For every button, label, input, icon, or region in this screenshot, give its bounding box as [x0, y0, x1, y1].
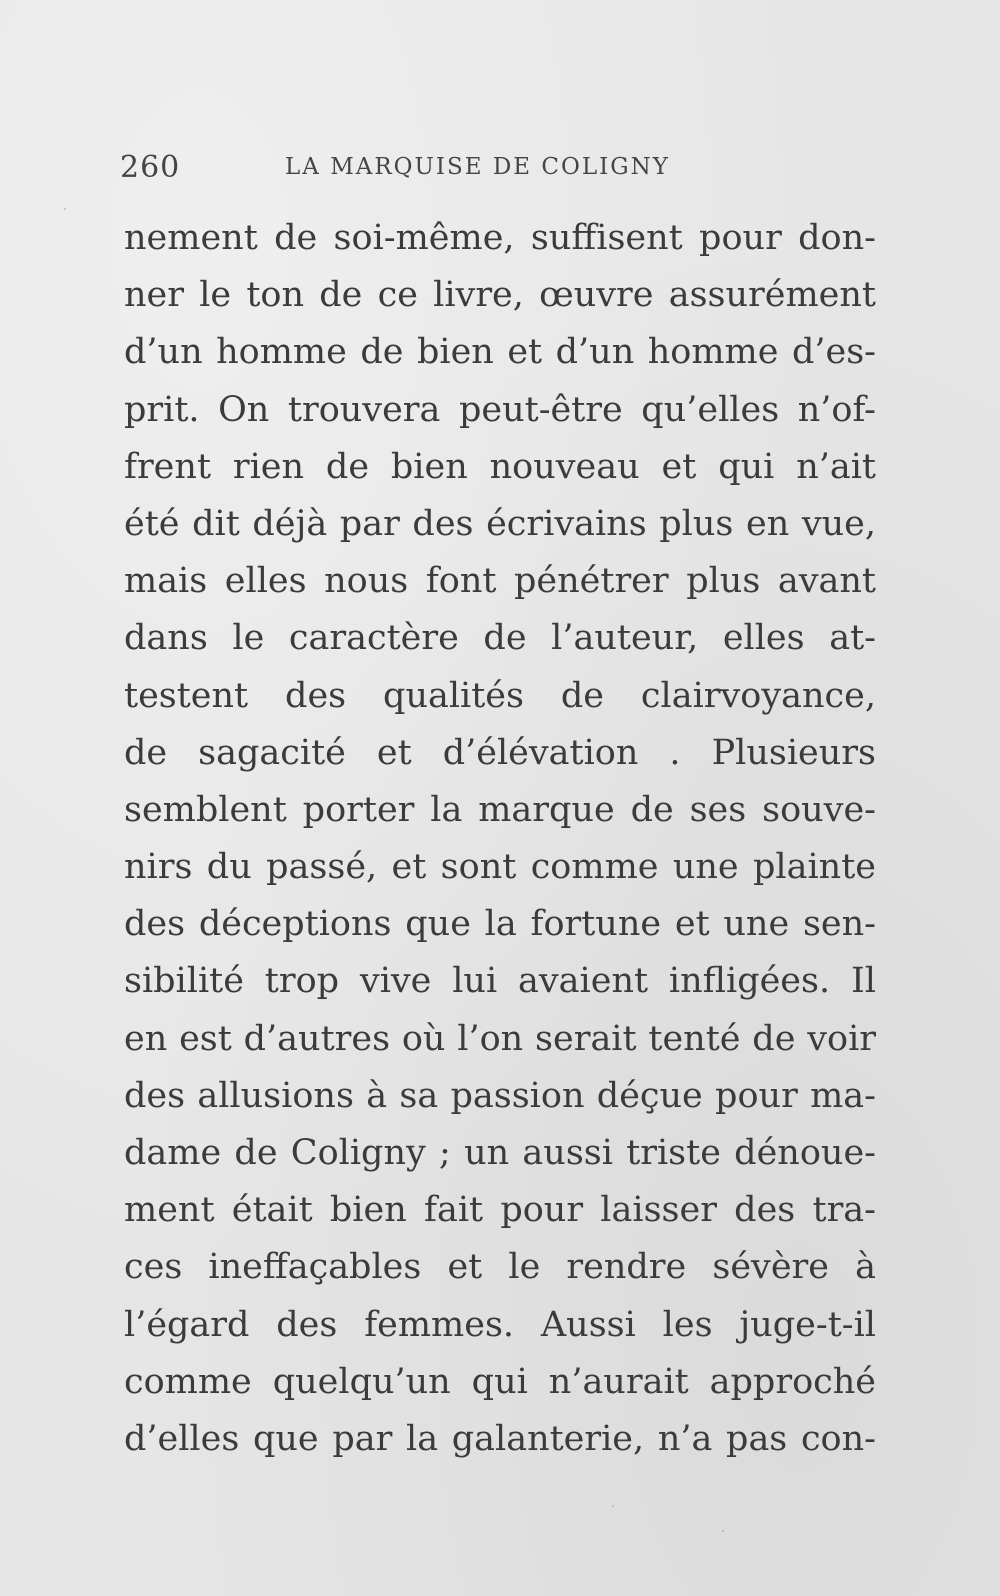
text-line: été dit déjà par des écrivains plus en vue, [124, 503, 876, 544]
text-line: nement de soi-même, suffisent pour don- [124, 218, 876, 258]
body-text [124, 210, 876, 1468]
text-line: dame de Coligny ; un aussi triste dénoue- [124, 1133, 876, 1173]
text-line: de sagacité et d’élévation . Plusieurs [124, 732, 876, 773]
text-line: mais elles nous font pénétrer plus avant [124, 561, 876, 602]
paper-speck [64, 208, 66, 210]
text-line: sibilité trop vive lui avaient infligées. Il [124, 961, 876, 1002]
text-line: ces ineffaçables et le rendre sévère à [124, 1247, 876, 1288]
text-line: testent des qualités de clairvoyance, [124, 675, 876, 716]
text-line: ner le ton de ce livre, œuvre assurément [124, 275, 876, 316]
text-line: comme quelqu’un qui n’aurait approché [124, 1361, 876, 1402]
text-line: l’égard des femmes. Aussi les juge-t-il [124, 1304, 876, 1345]
text-line: ment était bien fait pour laisser des tra- [124, 1190, 876, 1231]
paper-speck [722, 1530, 724, 1532]
text-line: frent rien de bien nouveau et qui n’ait [124, 446, 876, 487]
text-line: en est d’autres où l’on serait tenté de voir [124, 1018, 876, 1059]
text-line: nirs du passé, et sont comme une plainte [124, 847, 876, 888]
text-line: dans le caractère de l’auteur, elles at- [124, 618, 876, 659]
paper-speck [612, 1505, 614, 1507]
text-line: des déceptions que la fortune et une sen- [124, 904, 876, 945]
text-line: d’un homme de bien et d’un homme d’es- [124, 332, 876, 373]
page-number: 260 [120, 150, 181, 185]
text-line: prit. On trouvera peut-être qu’elles n’of- [124, 389, 876, 430]
running-head [120, 150, 880, 190]
text-line: d’elles que par la galanterie, n’a pas con- [124, 1418, 876, 1459]
running-title: LA MARQUISE DE COLIGNY [285, 154, 670, 180]
text-line: semblent porter la marque de ses souve- [124, 789, 876, 830]
text-line: des allusions à sa passion déçue pour ma- [124, 1075, 876, 1116]
